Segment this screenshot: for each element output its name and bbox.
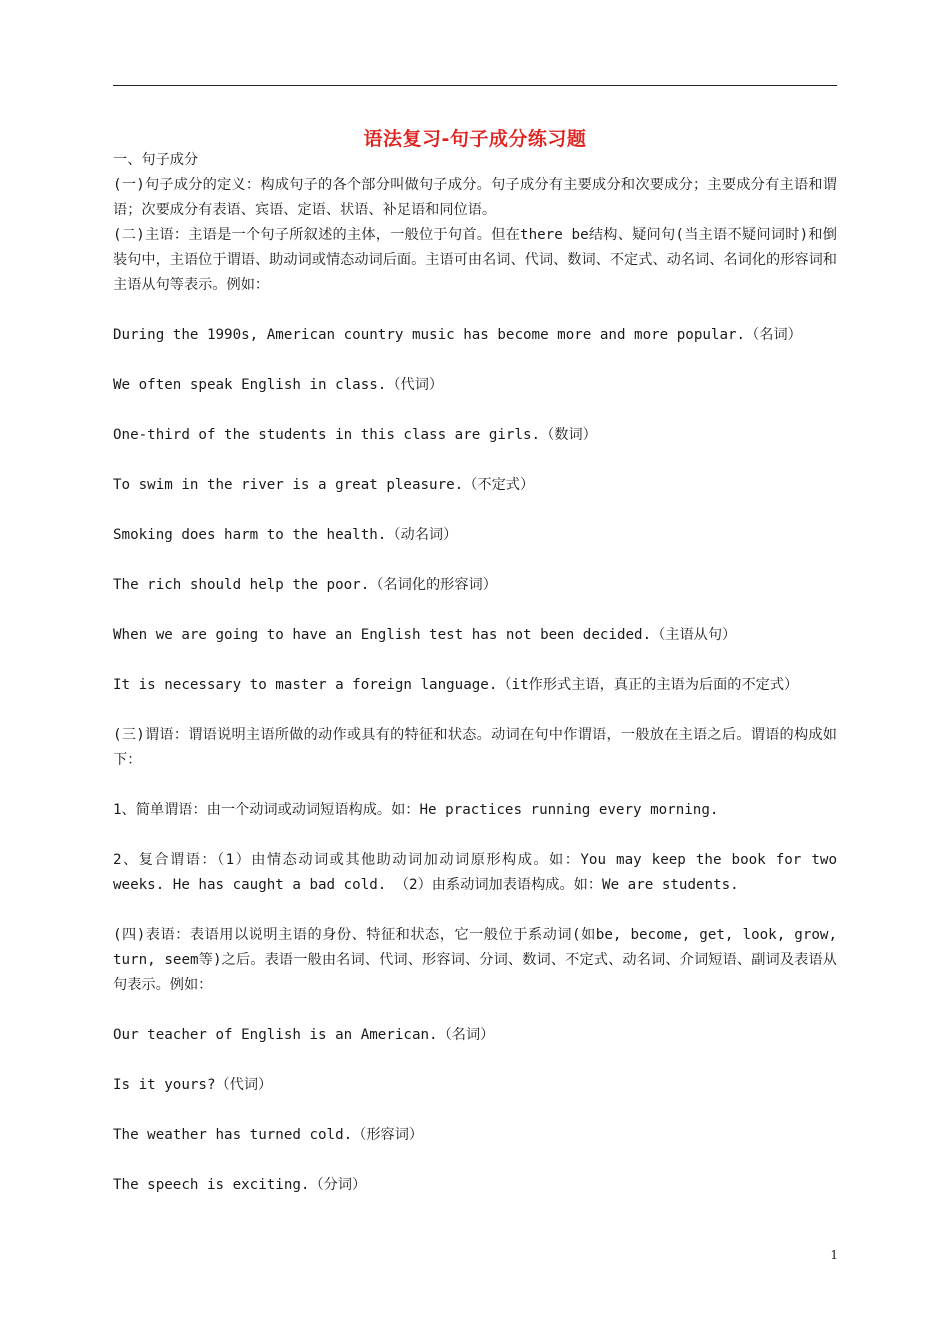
predicate-simple-paragraph: 1、简单谓语：由一个动词或动词短语构成。如：He practices running every morning. bbox=[113, 802, 719, 818]
example-sentence: Smoking does harm to the health.（动名词） bbox=[113, 527, 458, 543]
example-sentence: One-third of the students in this class are girls.（数词） bbox=[113, 427, 597, 443]
example-sentence: To swim in the river is a great pleasure.（不定式） bbox=[113, 477, 535, 493]
document-title: 语法复习-句子成分练习题 bbox=[363, 128, 587, 150]
example-sentence: We often speak English in class.（代词） bbox=[113, 377, 444, 393]
predicative-intro-paragraph: (四)表语：表语用以说明主语的身份、特征和状态，它一般位于系动词(如be, become, get, look, grow, turn, seem等)之后。表语一般由名词、代词、形容词、分词、数词、不定式、动名词、介词短语、副词及表语从句表示。例如： bbox=[113, 927, 837, 993]
document-body bbox=[113, 148, 837, 1198]
header-rule bbox=[113, 85, 837, 86]
example-sentence: The speech is exciting.（分词） bbox=[113, 1177, 367, 1193]
page-number: 1 bbox=[830, 1248, 838, 1262]
example-sentence: Is it yours?（代词） bbox=[113, 1077, 273, 1093]
example-sentence: During the 1990s, American country music has become more and more popular.（名词） bbox=[113, 327, 802, 343]
section-heading: 一、句子成分 bbox=[113, 152, 199, 168]
example-sentence: The rich should help the poor.（名词化的形容词） bbox=[113, 577, 497, 593]
subject-intro-paragraph: (二)主语：主语是一个句子所叙述的主体，一般位于句首。但在there be结构、疑问句(当主语不疑问词时)和倒装句中，主语位于谓语、助动词或情态动词后面。主语可由名词、代词、数词、不定式、动名词、名词化的形容词和主语从句等表示。例如： bbox=[113, 227, 837, 293]
definition-paragraph: (一)句子成分的定义：构成句子的各个部分叫做句子成分。句子成分有主要成分和次要成分；主要成分有主语和谓语；次要成分有表语、宾语、定语、状语、补足语和同位语。 bbox=[113, 177, 837, 218]
predicate-intro-paragraph: (三)谓语：谓语说明主语所做的动作或具有的特征和状态。动词在句中作谓语，一般放在主语之后。谓语的构成如下： bbox=[113, 727, 837, 768]
example-sentence: Our teacher of English is an American.（名词） bbox=[113, 1027, 495, 1043]
example-sentence: It is necessary to master a foreign language.（it作形式主语，真正的主语为后面的不定式） bbox=[113, 677, 799, 693]
example-sentence: When we are going to have an English test has not been decided.（主语从句） bbox=[113, 627, 737, 643]
example-sentence: The weather has turned cold.（形容词） bbox=[113, 1127, 424, 1143]
predicate-compound-paragraph: 2、复合谓语：（1）由情态动词或其他助动词加动词原形构成。如：You may keep the book for two weeks. He has caught a bad cold. （2）由系动词加表语构成。如：We are students. bbox=[113, 852, 837, 893]
